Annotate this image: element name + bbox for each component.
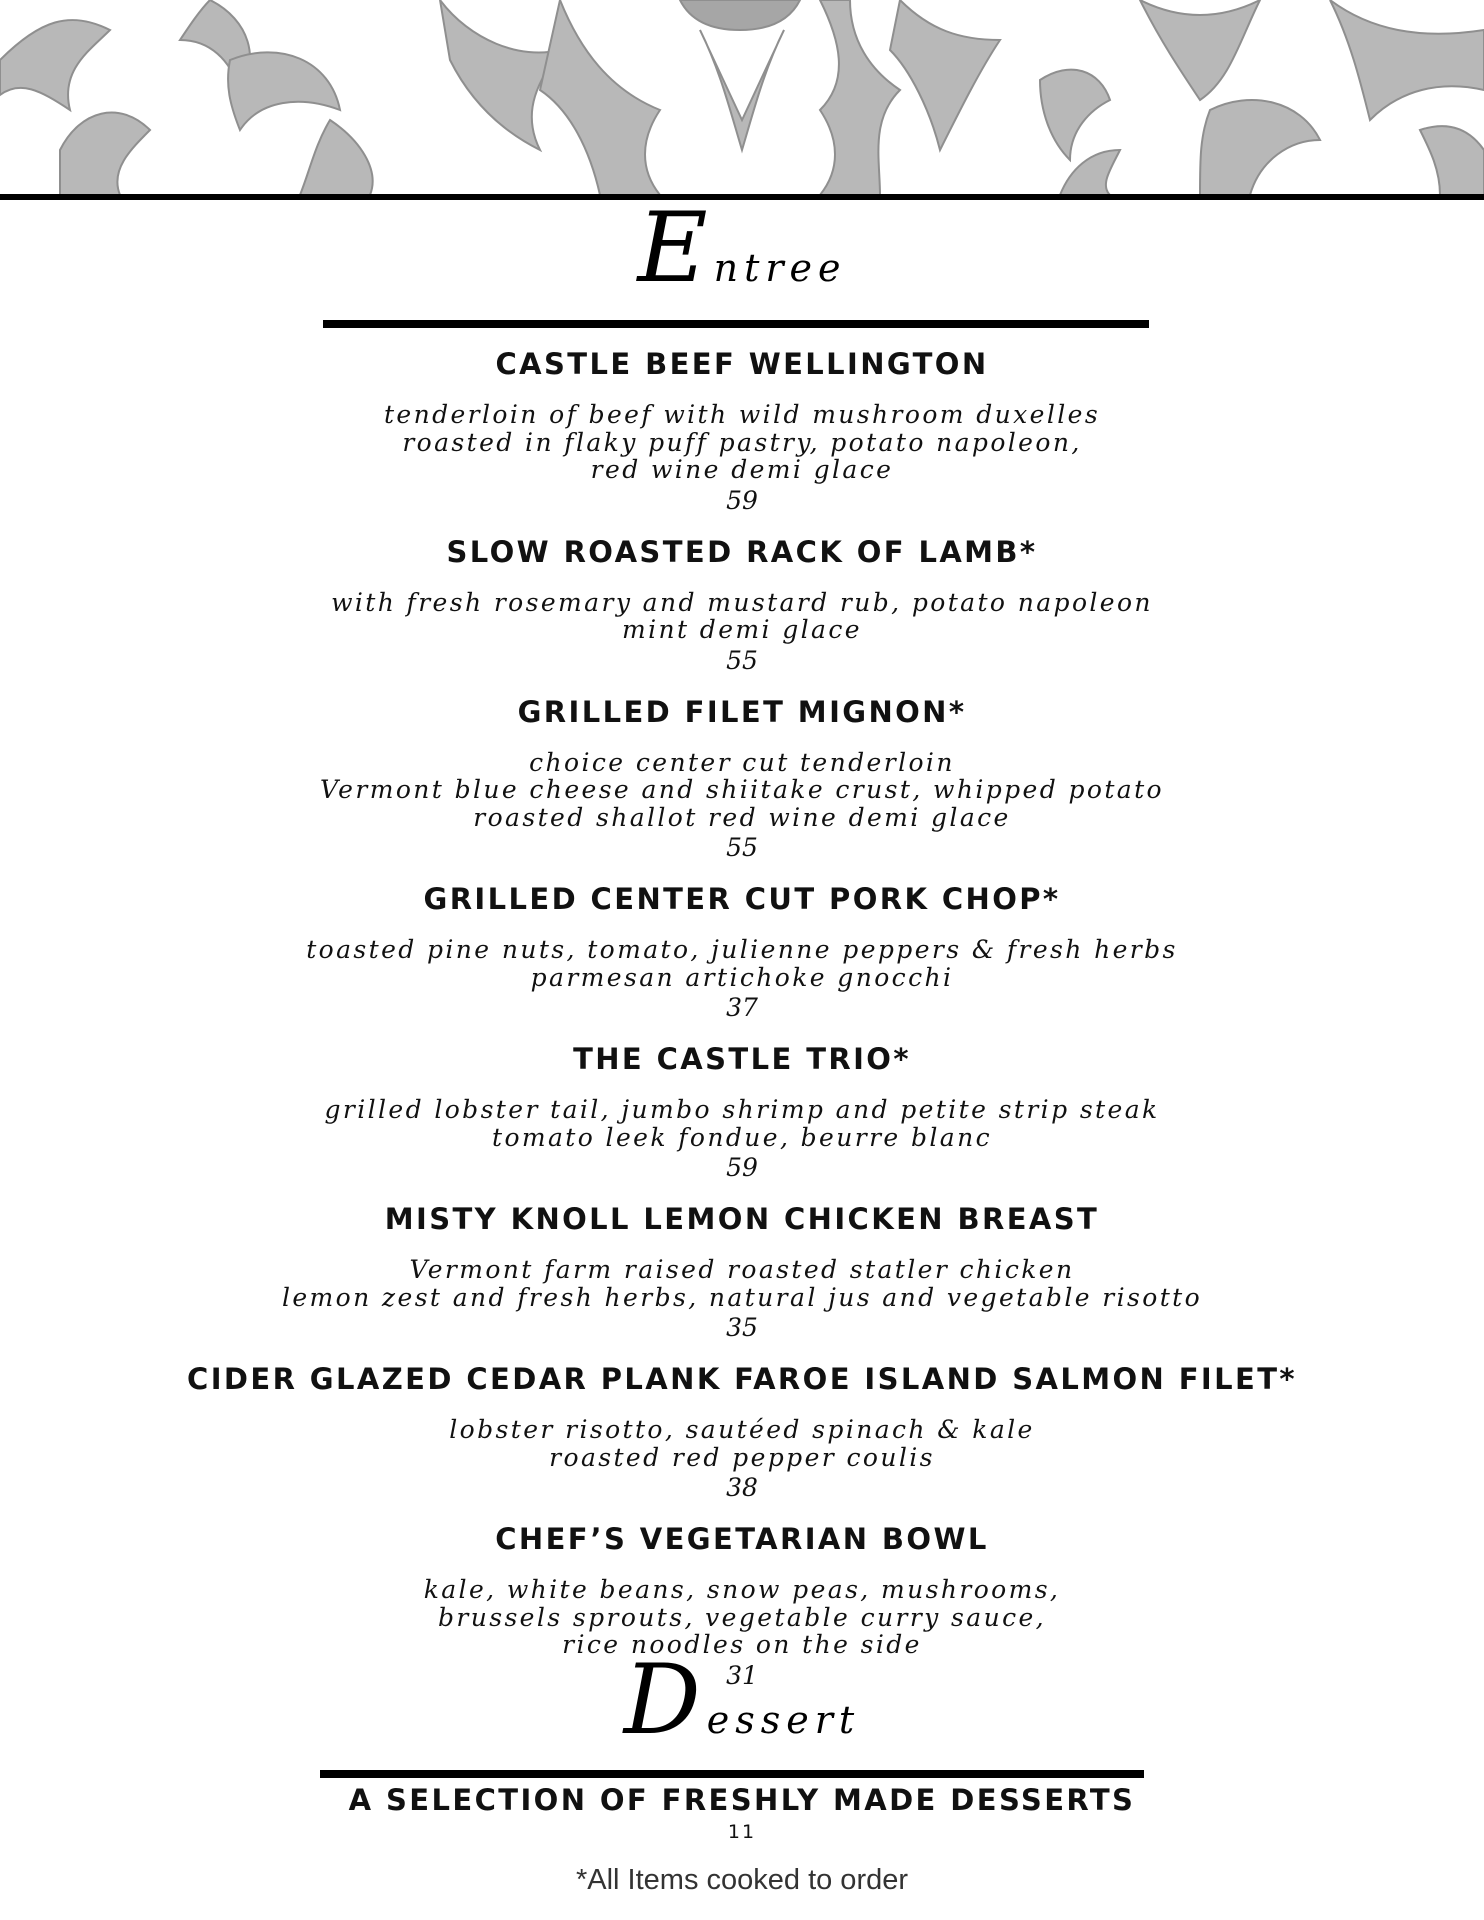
item-description-line: choice center cut tenderloin	[529, 747, 955, 777]
item-name: SLOW ROASTED RACK OF LAMB*	[446, 534, 1038, 569]
menu-item	[0, 877, 1484, 1024]
dessert-title-initial: D	[623, 1644, 707, 1756]
item-description	[0, 1096, 1484, 1151]
item-price: 37	[726, 993, 758, 1022]
item-price: 31	[726, 1660, 758, 1690]
item-description-line: with fresh rosemary and mustard rub, potato napoleon	[331, 587, 1153, 617]
item-description-line: tenderloin of beef with wild mushroom duxelles	[383, 400, 1101, 429]
item-description-line: roasted in flaky puff pastry, potato napoleon,	[402, 427, 1082, 457]
item-price: 55	[726, 833, 758, 862]
menu-item	[0, 1037, 1484, 1184]
item-description	[0, 936, 1484, 991]
item-description	[0, 1256, 1484, 1311]
item-name: CIDER GLAZED CEDAR PLANK FAROE ISLAND SALMON FILET*	[187, 1362, 1297, 1396]
item-price: 55	[726, 645, 758, 675]
dessert-divider	[320, 1770, 1144, 1778]
entree-title-initial: E	[637, 192, 714, 304]
item-description-line: roasted red pepper coulis	[549, 1442, 935, 1472]
menu-item	[0, 530, 1484, 677]
entree-title-rest: ntree	[713, 246, 847, 290]
menu-item	[0, 1197, 1484, 1344]
item-description-line: rice noodles on the side	[562, 1630, 922, 1659]
footer-note: *All Items cooked to order	[575, 1864, 909, 1896]
entree-divider	[323, 320, 1149, 328]
item-description-line: toasted pine nuts, tomato, julienne peppers & fresh herbs	[306, 935, 1178, 964]
item-price: 35	[726, 1313, 758, 1342]
item-description-line: tomato leek fondue, beurre blanc	[492, 1122, 992, 1152]
item-description-line: Vermont farm raised roasted statler chicken	[409, 1255, 1075, 1284]
item-price: 59	[726, 1153, 758, 1182]
item-description-line: grilled lobster tail, jumbo shrimp and petite strip steak	[324, 1095, 1160, 1124]
item-description	[0, 401, 1484, 484]
item-description-line: lobster risotto, sautéed spinach & kale	[449, 1415, 1035, 1444]
entree-section-title	[0, 192, 1484, 304]
entree-menu-list	[0, 342, 1484, 1705]
item-description-line: lemon zest and fresh herbs, natural jus and vegetable risotto	[281, 1282, 1203, 1312]
dessert-title-rest: essert	[706, 1698, 861, 1742]
item-name: GRILLED FILET MIGNON*	[517, 694, 967, 729]
item-description-line: brussels sprouts, vegetable curry sauce,	[437, 1602, 1047, 1632]
item-description-line: kale, white beans, snow peas, mushrooms,	[423, 1575, 1061, 1604]
dessert-item-price: 11	[727, 1821, 757, 1843]
dessert-item-name: A SELECTION OF FRESHLY MADE DESSERTS	[348, 1783, 1136, 1817]
item-description-line: Vermont blue cheese and shiitake crust, whipped potato	[320, 775, 1164, 804]
item-name: CHEF’S VEGETARIAN BOWL	[495, 1522, 989, 1556]
item-name: CASTLE BEEF WELLINGTON	[495, 347, 989, 381]
item-description-line: mint demi glace	[622, 615, 862, 644]
item-description-line: parmesan artichoke gnocchi	[530, 962, 954, 992]
menu-item	[0, 690, 1484, 865]
item-name: GRILLED CENTER CUT PORK CHOP*	[423, 882, 1061, 916]
item-price: 59	[726, 485, 758, 515]
menu-item	[0, 342, 1484, 517]
item-description	[0, 1416, 1484, 1471]
item-description	[0, 589, 1484, 644]
item-description	[0, 749, 1484, 832]
item-price: 38	[726, 1473, 758, 1502]
item-description-line: red wine demi glace	[590, 455, 894, 484]
item-name: MISTY KNOLL LEMON CHICKEN BREAST	[384, 1202, 1100, 1236]
item-name: THE CASTLE TRIO*	[573, 1042, 911, 1076]
damask-ornament-icon	[0, 0, 1484, 198]
menu-item	[0, 1357, 1484, 1504]
item-description-line: roasted shallot red wine demi glace	[473, 802, 1011, 832]
header-ornament	[0, 0, 1484, 198]
item-description	[0, 1576, 1484, 1659]
